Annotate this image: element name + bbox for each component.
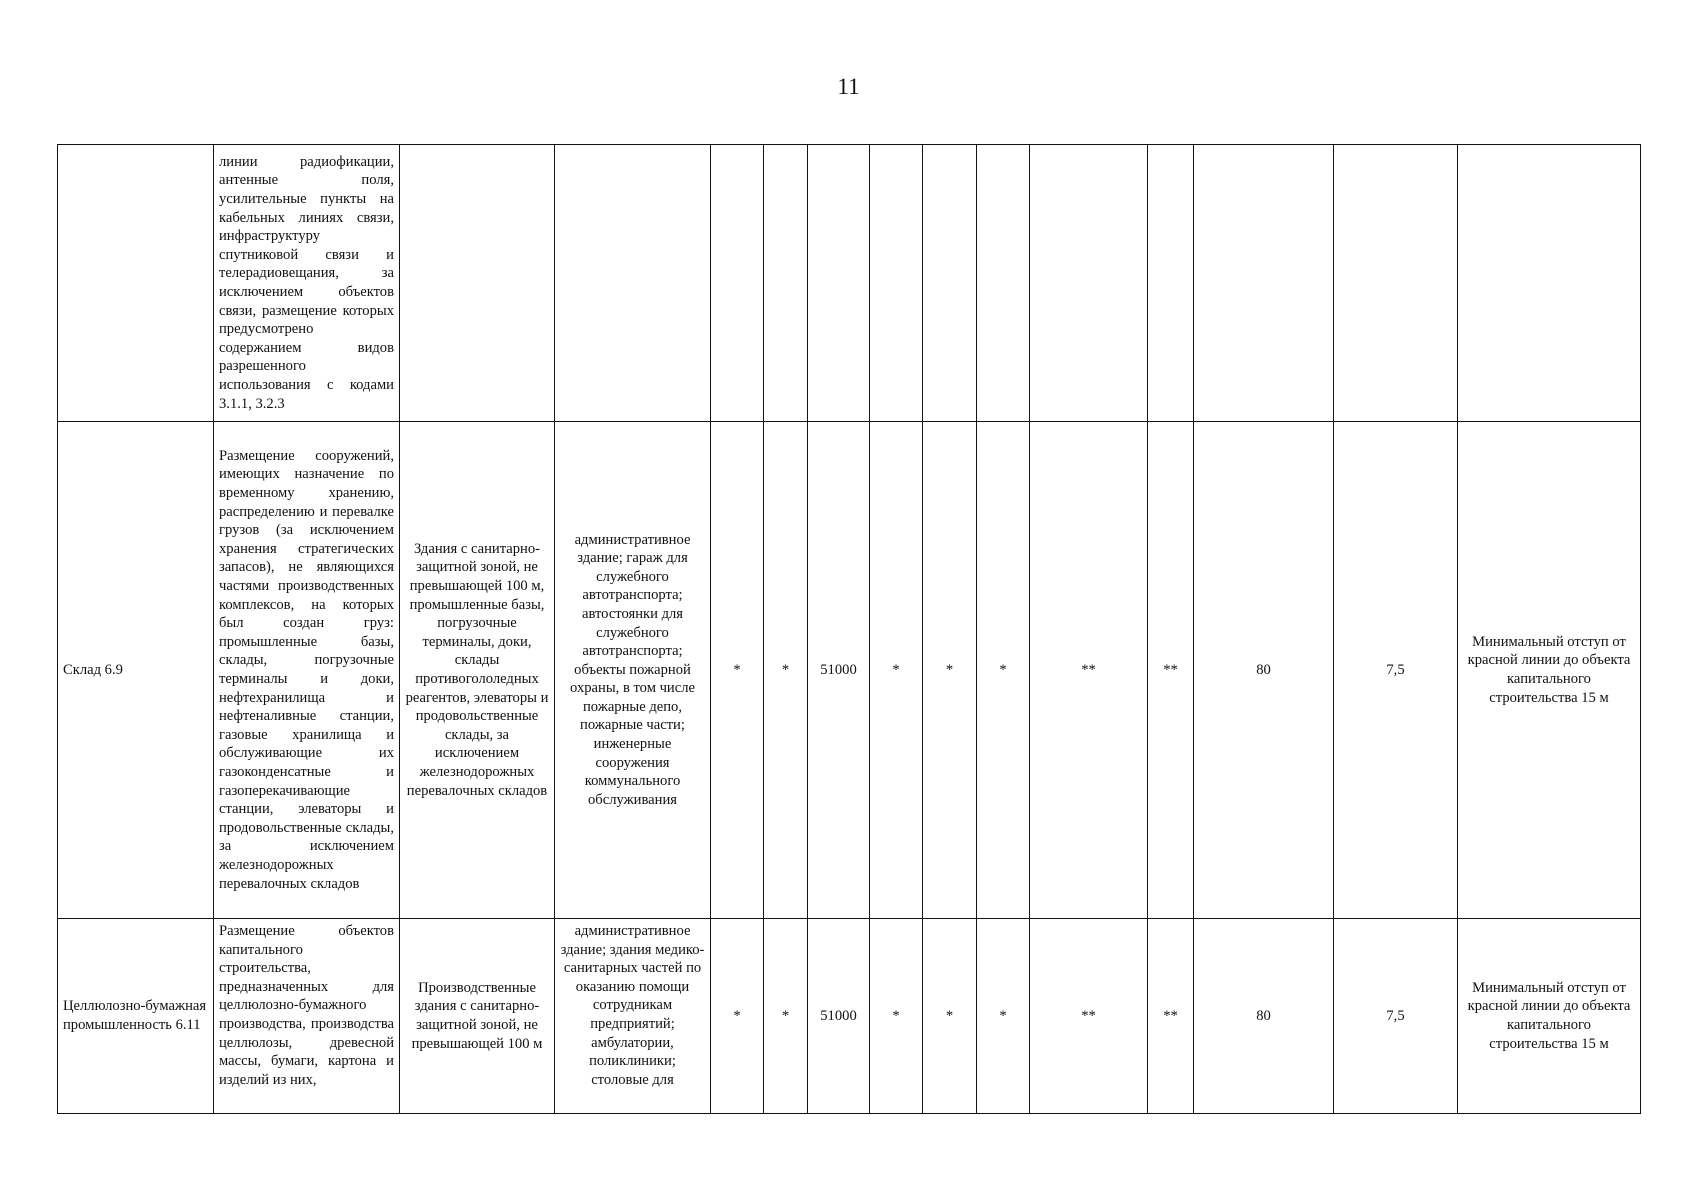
param-cell-1: * [711, 919, 764, 1114]
param-cell-8: ** [1148, 422, 1194, 919]
page-number: 11 [837, 74, 860, 99]
param-cell-1: * [711, 422, 764, 919]
auxiliary-objects-cell: административное здание; здания медико-санитарных частей по оказанию помощи сотрудникам предприятий; амбулатории, поликлиники; столовые для [555, 919, 711, 1114]
param-cell-3: 51000 [808, 422, 870, 919]
use-description-cell: Размещение объектов капитального строительства, предназначенных для целлюлозно-бумажного производства, производства целлюлозы, древесной массы, бумаги, картона и изделий из них, [214, 919, 400, 1114]
use-name-cell: Склад 6.9 [58, 422, 214, 919]
use-description-cell: Размещение сооружений, имеющих назначение по временному хранению, распределению и перевалке грузов (за исключением хранения стратегических запасов), не являющихся частями производственных комплексов, на которых был создан груз: промышленные базы, склады, погрузочные терминалы и доки, нефтехранилища и нефтеналивные станции, газовые хранилища и обслуживающие их газоконденсатные и газоперекачивающие станции, элеваторы и продовольственные склады, за исключением железнодорожных перевалочных складов [214, 422, 400, 919]
param-cell-3: 51000 [808, 919, 870, 1114]
param-cell-7: ** [1030, 422, 1148, 919]
param-cell-4: * [870, 422, 923, 919]
note-cell: Минимальный отступ от красной линии до объекта капитального строительства 15 м [1458, 919, 1641, 1114]
param-cell-8: ** [1148, 919, 1194, 1114]
param-cell-9: 80 [1194, 422, 1334, 919]
param-cell-1 [711, 145, 764, 422]
param-cell-5 [923, 145, 977, 422]
param-cell-2: * [764, 422, 808, 919]
main-objects-cell: Здания с санитарно-защитной зоной, не превышающей 100 м, промышленные базы, погрузочные терминалы, доки, склады противогололедных реагентов, элеваторы и продовольственные склады, за исключением железнодорожных перевалочных складов [400, 422, 555, 919]
param-cell-2 [764, 145, 808, 422]
param-cell-9 [1194, 145, 1334, 422]
param-cell-10 [1334, 145, 1458, 422]
param-cell-10: 7,5 [1334, 919, 1458, 1114]
param-cell-8 [1148, 145, 1194, 422]
main-objects-cell [400, 145, 555, 422]
table-row [58, 145, 1641, 422]
param-cell-6: * [977, 422, 1030, 919]
auxiliary-objects-cell [555, 145, 711, 422]
use-description-cell: линии радиофикации, антенные поля, усилительные пункты на кабельных линиях связи, инфраструктуру спутниковой связи и телерадиовещания, за исключением объектов связи, размещение которых предусмотрено содержанием видов разрешенного использования с кодами 3.1.1, 3.2.3 [214, 145, 400, 422]
param-cell-4: * [870, 919, 923, 1114]
param-cell-2: * [764, 919, 808, 1114]
note-cell: Минимальный отступ от красной линии до объекта капитального строительства 15 м [1458, 422, 1641, 919]
param-cell-6: * [977, 919, 1030, 1114]
param-cell-7: ** [1030, 919, 1148, 1114]
use-name-cell [58, 145, 214, 422]
note-cell [1458, 145, 1641, 422]
table-row [58, 422, 1641, 919]
param-cell-7 [1030, 145, 1148, 422]
param-cell-5: * [923, 422, 977, 919]
use-name-cell: Целлюлозно-бумажная промышленность 6.11 [58, 919, 214, 1114]
main-objects-cell: Производственные здания с санитарно-защитной зоной, не превышающей 100 м [400, 919, 555, 1114]
table-row [58, 919, 1641, 1114]
param-cell-5: * [923, 919, 977, 1114]
auxiliary-objects-cell: административное здание; гараж для служебного автотранспорта; автостоянки для служебного автотранспорта; объекты пожарной охраны, в том числе пожарные депо, пожарные части; инженерные сооружения коммунального обслуживания [555, 422, 711, 919]
param-cell-4 [870, 145, 923, 422]
param-cell-9: 80 [1194, 919, 1334, 1114]
param-cell-3 [808, 145, 870, 422]
param-cell-6 [977, 145, 1030, 422]
param-cell-10: 7,5 [1334, 422, 1458, 919]
zoning-regulations-table [57, 144, 1641, 1114]
